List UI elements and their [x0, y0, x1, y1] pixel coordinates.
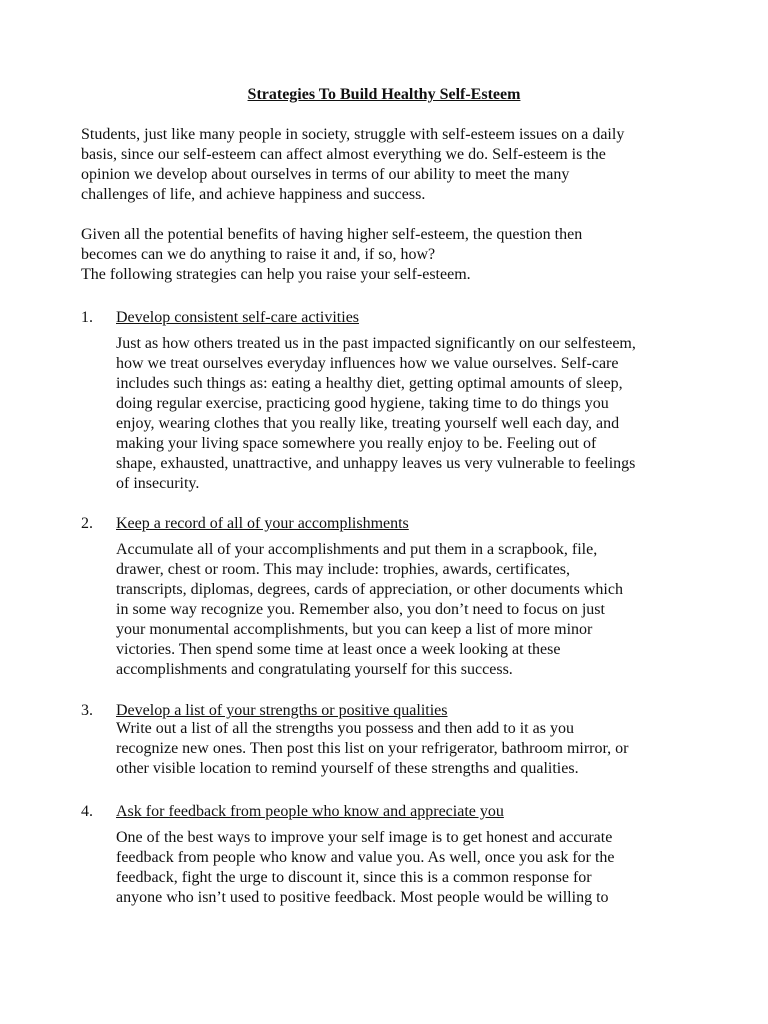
- item-heading: Develop a list of your strengths or positive qualities: [116, 702, 448, 719]
- text-line: shape, exhausted, unattractive, and unhappy leaves us very vulnerable to feelings: [116, 455, 636, 472]
- text-line: enjoy, wearing clothes that you really like, treating yourself well each day, and: [116, 415, 620, 432]
- text-line: basis, since our self-esteem can affect almost everything we do. Self-esteem is the: [81, 146, 606, 163]
- text-line: challenges of life, and achieve happiness and success.: [81, 186, 426, 203]
- text-line: One of the best ways to improve your self image is to get honest and accurate: [116, 829, 613, 846]
- text-line: Students, just like many people in society, struggle with self-esteem issues on a daily: [81, 126, 625, 143]
- text-line: opinion we develop about ourselves in terms of our ability to meet the many: [81, 166, 570, 183]
- text-line: of insecurity.: [116, 475, 200, 492]
- text-line: transcripts, diplomas, degrees, cards of appreciation, or other documents which: [116, 581, 623, 598]
- text-line: becomes can we do anything to raise it and, if so, how?: [81, 246, 436, 263]
- text-line: Given all the potential benefits of having higher self-esteem, the question then: [81, 226, 583, 243]
- item-body: [116, 828, 615, 908]
- text-line: feedback, fight the urge to discount it, since this is a common response for: [116, 869, 592, 886]
- item-body: [116, 719, 629, 779]
- text-line: includes such things as: eating a healthy diet, getting optimal amounts of sleep,: [116, 375, 623, 392]
- item-body: [116, 540, 623, 680]
- item-heading: Keep a record of all of your accomplishments: [116, 515, 409, 532]
- item-heading: Ask for feedback from people who know and appreciate you: [116, 803, 504, 820]
- text-line: The following strategies can help you raise your self-esteem.: [81, 266, 471, 283]
- item-heading: Develop consistent self-care activities: [116, 309, 360, 326]
- item-number: 4.: [81, 803, 93, 820]
- text-line: your monumental accomplishments, but you can keep a list of more minor: [116, 621, 593, 638]
- item-number: 2.: [81, 515, 93, 532]
- text-line: other visible location to remind yourself of these strengths and qualities.: [116, 760, 579, 777]
- text-line: Write out a list of all the strengths you possess and then add to it as you: [116, 720, 574, 737]
- text-line: Just as how others treated us in the past impacted significantly on our selfesteem,: [116, 335, 636, 352]
- text-line: anyone who isn’t used to positive feedback. Most people would be willing to: [116, 889, 609, 906]
- text-line: making your living space somewhere you really enjoy to be. Feeling out of: [116, 435, 597, 452]
- text-line: drawer, chest or room. This may include: trophies, awards, certificates,: [116, 561, 571, 578]
- text-line: how we treat ourselves everyday influences how we value ourselves. Self-care: [116, 355, 619, 372]
- text-line: Accumulate all of your accomplishments and put them in a scrapbook, file,: [116, 541, 598, 558]
- item-number: 1.: [81, 309, 93, 326]
- document-title: Strategies To Build Healthy Self-Esteem: [247, 86, 521, 103]
- intro-paragraph: [81, 125, 624, 205]
- item-number: 3.: [81, 702, 93, 719]
- item-body: [116, 334, 636, 494]
- question-paragraph: [81, 225, 582, 285]
- text-line: accomplishments and congratulating yourself for this success.: [116, 661, 513, 678]
- text-line: feedback from people who know and value you. As well, once you ask for the: [116, 849, 615, 866]
- text-line: in some way recognize you. Remember also, you don’t need to focus on just: [116, 601, 605, 618]
- text-line: victories. Then spend some time at least once a week looking at these: [116, 641, 561, 658]
- text-line: doing regular exercise, practicing good hygiene, taking time to do things you: [116, 395, 609, 412]
- text-line: recognize new ones. Then post this list on your refrigerator, bathroom mirror, or: [116, 740, 629, 757]
